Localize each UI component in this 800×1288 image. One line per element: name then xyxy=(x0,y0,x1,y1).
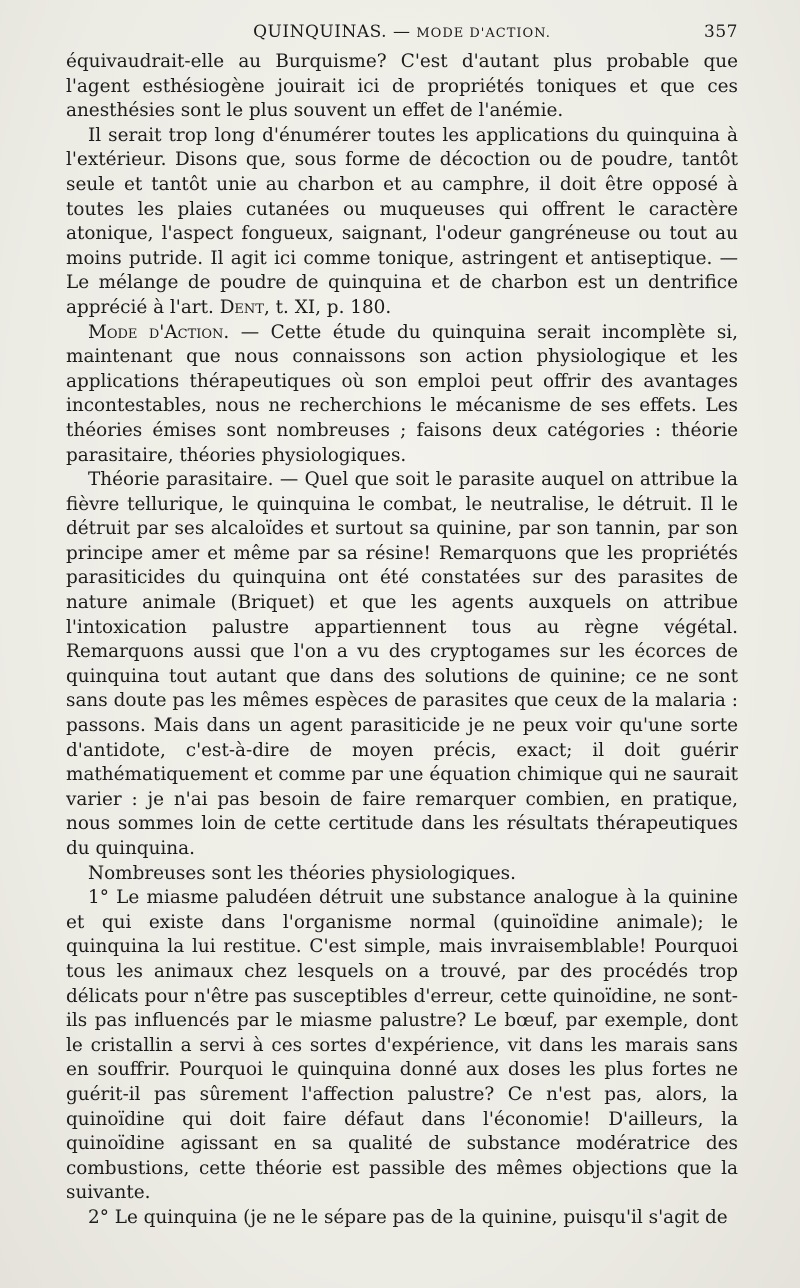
paragraph-text: — Cette étude du quinquina serait incomplète si, maintenant que nous connaissons son action physiologique et les applications thérapeutiques où son emploi peut offrir des avantages incontestables, nous ne recherchions le mécanisme de ses effets. Les théories émises sont nombreuses ; faisons deux catégories : théorie parasitaire, théories physiologiques. xyxy=(66,321,739,466)
small-caps-text: Dent xyxy=(219,296,264,318)
running-title-separator: — xyxy=(387,22,417,42)
small-caps-text: Mode d'Action. xyxy=(88,321,230,343)
paragraph-text: Il serait trop long d'énumérer toutes les applications du quinquina à l'extérieur. Disons que, sous forme de décoction ou de poudre, tantôt seule et tantôt unie au charbon et au camphre, il doit être opposé à toutes les plaies cutanées ou muqueuses qui offrent le caractère atonique, l'aspect fongueux, saignant, l'odeur gangréneuse ou tout au moins putride. Il agit ici comme tonique, astringent et antiseptique. — Le mélange de poudre de quinquina et de charbon est un dentrifice apprécié à l'art. xyxy=(66,124,738,318)
paragraph-text: Nombreuses sont les théories physiologiques. xyxy=(88,862,516,884)
running-title xyxy=(66,22,738,42)
paragraph xyxy=(66,124,738,321)
paragraph-text: , t. XI, p. 180. xyxy=(263,296,392,318)
running-head xyxy=(66,20,738,50)
paragraph xyxy=(66,468,738,862)
paragraph xyxy=(66,886,738,1206)
paragraph xyxy=(66,1206,738,1231)
body-text xyxy=(66,50,738,1231)
paragraph-text: équivaudrait-elle au Burquisme? C'est d'autant plus probable que l'agent esthésiogène jouirait ici de propriétés toniques et que ces anesthésies sont le plus souvent un effet de l'anémie. xyxy=(66,51,738,122)
running-title-main: QUINQUINAS. xyxy=(253,22,388,42)
paragraph xyxy=(66,862,738,887)
paragraph-text: 2° Le quinquina (je ne le sépare pas de la quinine, puisqu'il s'agit de xyxy=(88,1206,728,1228)
page-number: 357 xyxy=(704,22,738,42)
paragraph-text: Théorie parasitaire. — Quel que soit le parasite auquel on attribue la fièvre tellurique, le quinquina le combat, le neutralise, le détruit. Il le détruit par ses alcaloïdes et surtout sa quinine, par son tannin, par son principe amer et même par sa résine! Remarquons que les propriétés parasiticides du quinquina ont été constatées sur des parasites de nature animale (Briquet) et que les agents auxquels on attribue l'intoxication palustre appartiennent tous au règne végétal. Remarquons aussi que l'on a vu des cryptogames sur les écorces de quinquina tout autant que dans des solutions de quinine; ce ne sont sans doute pas les mêmes espèces de parasites que ceux de la malaria : passons. Mais dans un agent parasiticide je ne peux voir qu'une sorte d'antidote, c'est-à-dire de moyen précis, exact; il doit guérir mathématiquement et comme par une équation chimique qui ne saurait varier : je n'ai pas besoin de faire remarquer combien, en pratique, nous sommes loin de cette certitude dans les résultats thérapeutiques du quinquina. xyxy=(66,469,738,859)
paragraph-text: 1° Le miasme paludéen détruit une substance analogue à la quinine et qui existe dans l'organisme normal (quinoïdine animale); le quinquina la lui restitue. C'est simple, mais invraisemblable! Pourquoi tous les animaux chez lesquels on a trouvé, par des procédés trop délicats pour n'être pas susceptibles d'erreur, cette quinoïdine, ne sont-ils pas influencés par le miasme palustre? Le bœuf, par exemple, dont le cristallin a servi à ces sortes d'expérience, vit dans les marais sans en souffrir. Pourquoi le quinquina donné aux doses les plus fortes ne guérit-il pas sûrement l'affection palustre? Ce n'est pas, alors, la quinoïdine qui doit faire défaut dans l'économie! D'ailleurs, la quinoïdine agissant en sa qualité de substance modératrice des combustions, cette théorie est passible des mêmes objections que la suivante. xyxy=(66,887,738,1204)
running-title-sub: MODE D'ACTION. xyxy=(416,26,551,41)
paragraph xyxy=(66,321,738,469)
paragraph xyxy=(66,50,738,124)
